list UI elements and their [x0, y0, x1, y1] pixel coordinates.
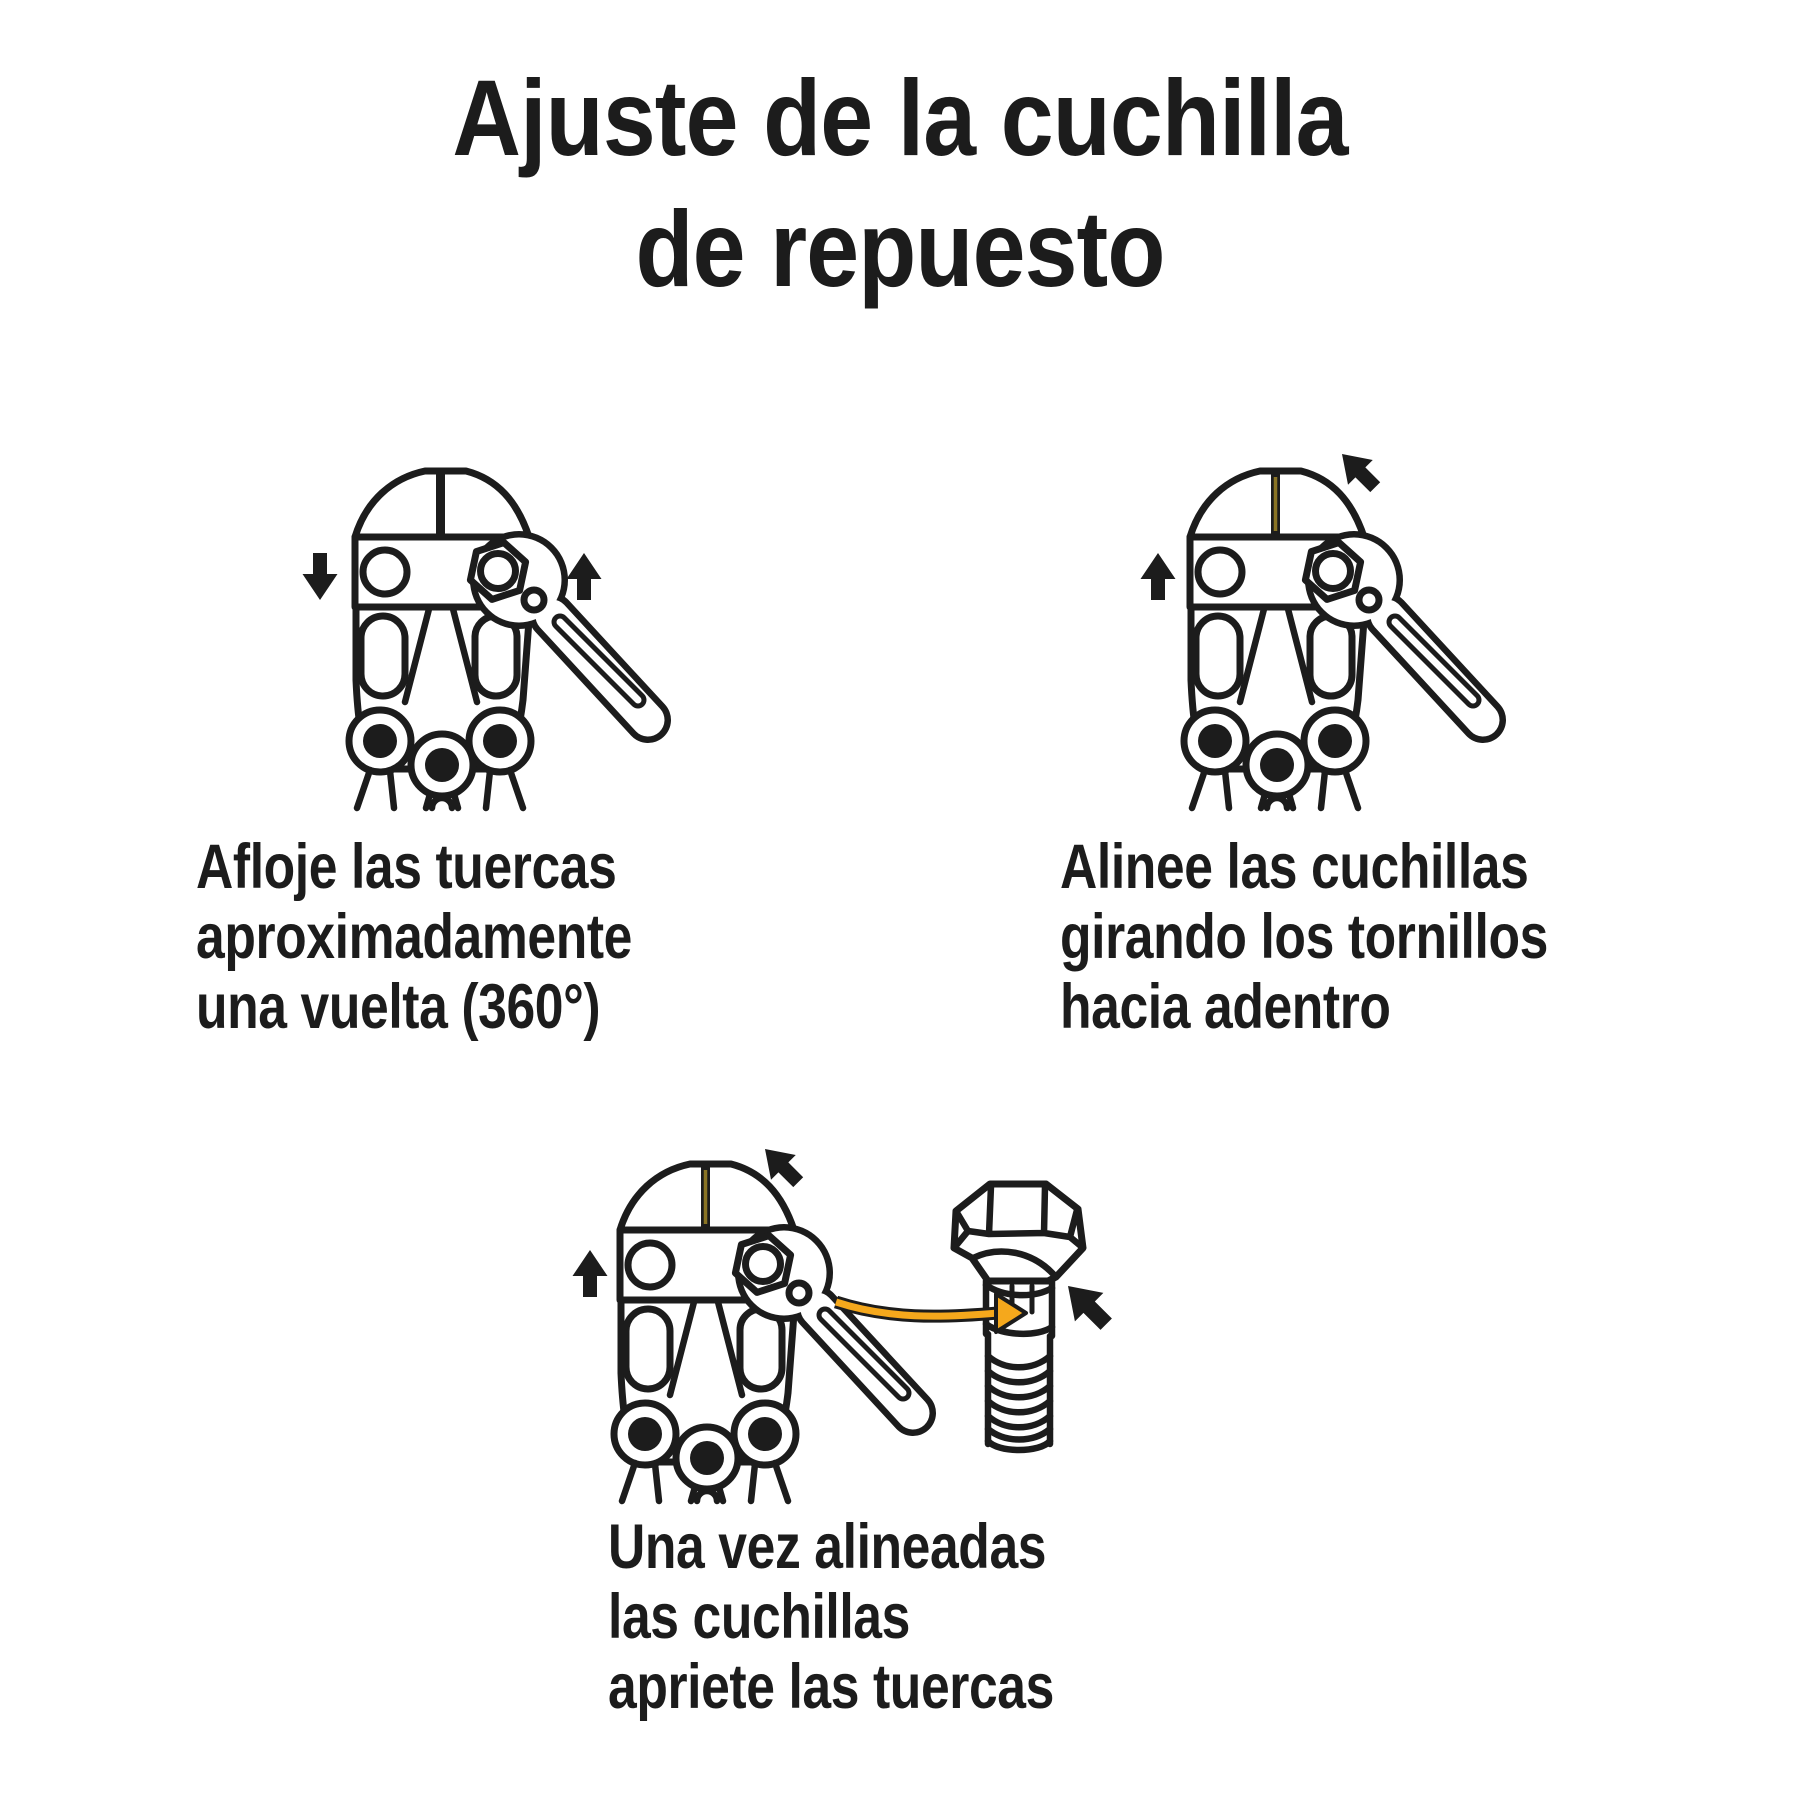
step3-illustration: [573, 1137, 1121, 1501]
page-title-line1: Ajuste de la cuchilla: [452, 57, 1348, 178]
step1-caption: [196, 832, 632, 1042]
down-arrow-icon: [303, 553, 338, 600]
bolt-cutter-wrench-illustration: [1184, 471, 1483, 808]
up-arrow-icon: [567, 553, 602, 600]
caption-line: hacia adentro: [1060, 972, 1391, 1042]
cursor-arrow-icon: [1054, 1272, 1121, 1339]
page-title-line2: de repuesto: [635, 188, 1165, 309]
caption-line: Afloje las tuercas: [196, 832, 617, 902]
step1-illustration: [303, 471, 649, 808]
caption-line: Alinee las cuchillas: [1060, 832, 1529, 902]
up-arrow-icon: [573, 1250, 608, 1297]
caption-line: aproximadamente: [196, 902, 632, 972]
bolt-cutter-wrench-illustration: [614, 1164, 913, 1501]
gold-pointer-arrow-icon: [836, 1294, 1026, 1332]
step3-caption: [608, 1512, 1054, 1722]
caption-line: las cuchillas: [608, 1582, 910, 1652]
up-arrow-icon: [1141, 553, 1176, 600]
caption-line: apriete las tuercas: [608, 1652, 1054, 1722]
step2-caption: [1060, 832, 1548, 1042]
caption-line: girando los tornillos: [1060, 902, 1548, 972]
bolt-cutter-wrench-illustration: [349, 471, 648, 808]
caption-line: una vuelta (360°): [196, 972, 601, 1042]
step2-illustration: [1141, 442, 1484, 808]
caption-line: Una vez alineadas: [608, 1512, 1047, 1582]
